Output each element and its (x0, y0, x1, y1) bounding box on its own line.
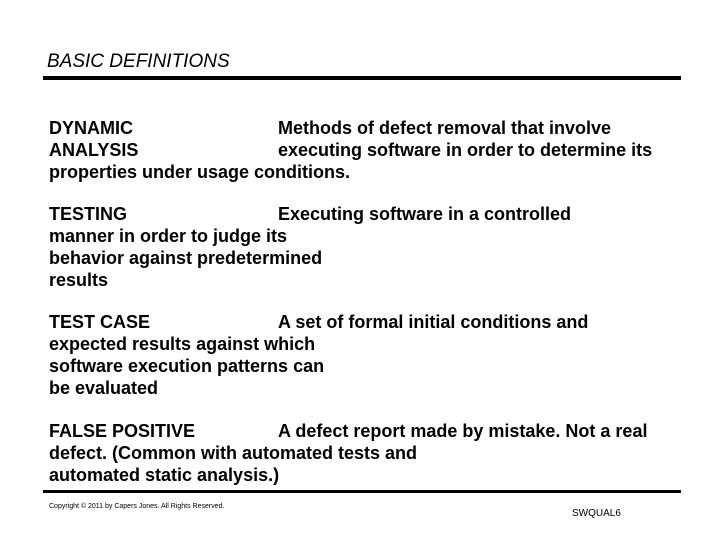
definition-text: be evaluated (49, 378, 159, 398)
definition-text: defect. (Common with automated tests and (49, 443, 418, 463)
definition-text: Methods of defect removal that involve (278, 118, 612, 138)
definition-text: automated static analysis.) (49, 465, 280, 485)
definition-text: software execution patterns can (49, 356, 325, 376)
term-label: TESTING (49, 204, 128, 224)
copyright-notice: Copyright © 2011 by Capers Jones. All Rights Reserved. (49, 503, 225, 510)
slide-id: SWQUAL6 (572, 508, 621, 519)
term-label: DYNAMIC (49, 118, 133, 138)
footer-divider (43, 490, 681, 493)
title-divider (43, 76, 681, 80)
definition-text: properties under usage conditions. (49, 162, 351, 182)
definition-text: behavior against predetermined (49, 248, 323, 268)
term-label: TEST CASE (49, 312, 151, 332)
definition-text: results (49, 270, 109, 290)
definition-text: A defect report made by mistake. Not a real (278, 421, 648, 441)
page-title: BASIC DEFINITIONS (47, 51, 230, 72)
definition-text: executing software in order to determine its (278, 140, 653, 160)
term-label: ANALYSIS (49, 140, 139, 160)
definition-text: Executing software in a controlled (278, 204, 572, 224)
definition-text: A set of formal initial conditions and (278, 312, 589, 332)
definition-text: manner in order to judge its (49, 226, 288, 246)
definition-text: expected results against which (49, 334, 316, 354)
term-label: FALSE POSITIVE (49, 421, 196, 441)
